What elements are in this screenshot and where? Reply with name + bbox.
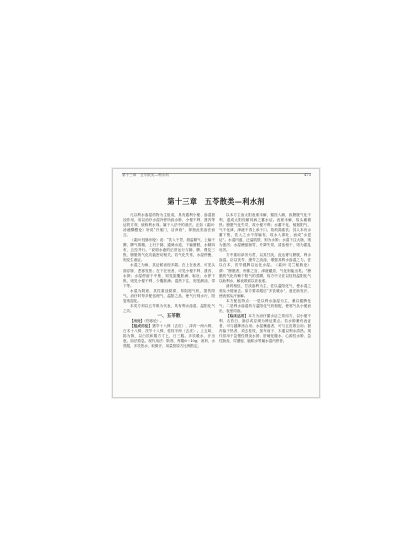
intro-paragraph: 凡以利水渗湿药物为主组成，具有通利小便、渗湿泄浊作用，用以治疗水湿内停所致水肿、小便不利、泄泻等证的方剂，统称利水剂。属于八法中的消法。正如《素问·汤液醪醴论》所说“开鬼门，洁净府”，即指此类治法而言。 [123,213,215,238]
body-paragraph: 方中重用泽泻为君，以其甘淡，直达肾与膀胱，利水渗湿。臣以茯苓、猪苓之淡渗，增强其利水渗湿之力。佐以白术、茯苓健脾以运化水湿。《素问·灵兰秘典论》谓：“膀胱者，州都之官，津液藏焉，气化则能出矣。”膀胱的气化有赖于阳气的蒸腾，故方中又佐以桂枝温阳化气以助利水，解表散邪以祛表邪。 [219,253,311,283]
section-title: 一、五苓散 [157,313,181,319]
running-header [122,173,311,177]
page-number: 473 [304,173,311,177]
composition-paragraph [123,324,215,349]
intro-paragraph: 本类方剂以五苓散为代表，具有利水渗湿、温阳化气之功。 [123,303,215,313]
clinical-text: 本方为治疗蓄水证之常用方，以小便不利、舌苔白、脉浮或浮缓为辨证要点。若水肿兼有表证者，可与越婢汤合用；水湿壅盛者，可与五皮散合用；泄泻偏于热者，须去桂枝，加车前子、木通以利水清热。现代常用于急慢性肾炎水肿、肝硬化腹水、心源性水肿、急性肠炎、尿潴留、脑积水等属水湿内停者。 [219,313,311,344]
right-column [219,213,311,344]
intro-paragraph: 水湿为阴邪，其性重浊黏滞，易阻遏气机，损伤阳气。治疗时每多配伍理气、温阳之品，使气行则水行，阳复则湿化。 [123,288,215,303]
body-paragraph: 诸药相伍，甘淡渗利为主，佐以温阳化气，使水湿之邪从小便而去。原方要求服后“多饮暖水”，意在助发汗，使表邪从汗而解。 [219,283,311,298]
source-label: 【出处】 [130,318,145,323]
body-paragraph: 本方配伍特点：一是以利水渗湿为主，兼以健脾化气；二是利水渗湿药与温阳化气药相配，使邪气从小便而出，表里同治。 [219,298,311,313]
composition-label: 【组成用法】 [130,324,153,329]
intro-paragraph: 《素问·经脉别论》说：“饮入于胃，游溢精气，上输于脾，脾气散精，上归于肺，通调水道，下输膀胱，水精四布，五经并行。”说明水液的正常运行与肺、脾、肾及三焦、膀胱的气化功能密切相关。若气化失常，水湿停聚，则变生诸证。 [123,238,215,263]
left-column [123,213,215,349]
clinical-paragraph [219,314,311,344]
running-header-title: 第十三章 五苓散类—利水剂 [122,173,169,177]
composition-text: 猪苓十八铢（去皮）、泽泻一两六铢、白术十八铢、茯苓十八铢、桂枝半两（去皮）。上五味，捣为散，以白饮和服方寸匕，日三服。多饮暖水，汗出愈。如法将息。现代用法：散剂，每服6～10g；汤剂，水煎服，多饮热水，取微汗，用量按原方比例酌定。 [123,324,215,349]
intro-paragraph: 水湿之为病，其证候表现多端。在上在表者，可见头面浮肿、恶寒发热；在下在里者，可见小便不利、泄泻、水肿；水湿停留于中焦，则见脘腹胀满、呕吐；水停下焦，则见小便不利、少腹胀满；湿热下注，则见淋浊、带下等。 [123,263,215,288]
source-text: 《伤寒论》。 [144,318,164,323]
clinical-label: 【临床运用】 [226,313,249,318]
body-paragraph: 以本方主治太阳表邪未解，循经入腑，致膀胱气化不利，遂成太阳经腑同病之蓄水证。表邪未解，故头痛微热；膀胱气化失司，故小便不利；水蓄不化，郁遏阳气，气不化津，津液不得上承于口，故烦渴欲饮；其人本有水蓄下焦，饮入之水不得输布，故水入即吐，而成“水逆证”。水湿内盛，泛溢肌肤，则为水肿；水湿下注大肠，则为泄泻；水湿稽留肠胃，升降失常，清浊相干，则为霍乱吐泻。 [219,213,311,253]
book-page [112,168,320,398]
chapter-title: 第十三章 五苓散类—利水剂 [167,197,265,206]
